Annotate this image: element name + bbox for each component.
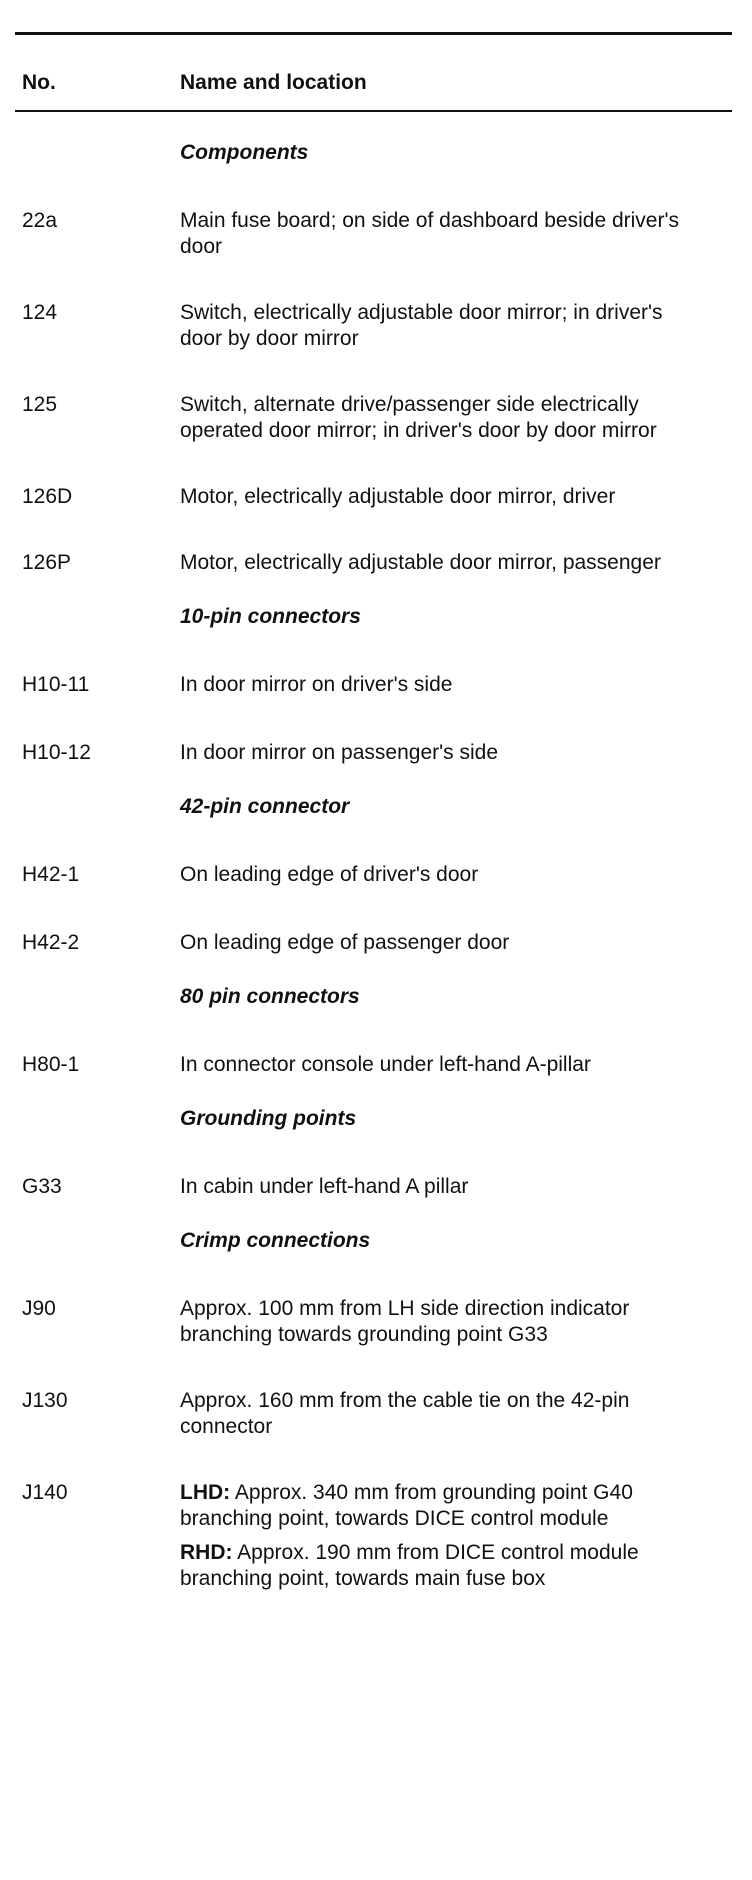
item-number: H42-1 bbox=[22, 863, 80, 886]
section-row bbox=[0, 984, 752, 1010]
item-number: J130 bbox=[22, 1389, 68, 1412]
item-description: In door mirror on passenger's side bbox=[180, 741, 498, 764]
item-description: On leading edge of driver's door bbox=[180, 863, 479, 886]
table-row bbox=[0, 672, 752, 698]
section-row bbox=[0, 794, 752, 820]
rhd-block bbox=[180, 1540, 700, 1592]
item-number: G33 bbox=[22, 1175, 62, 1198]
item-number: J140 bbox=[22, 1481, 68, 1504]
table-row bbox=[0, 740, 752, 766]
item-description: Approx. 100 mm from LH side direction indicator branching towards grounding point G33 bbox=[180, 1297, 630, 1346]
item-number: 124 bbox=[22, 301, 58, 324]
rhd-label: RHD: bbox=[180, 1541, 233, 1564]
table-row bbox=[0, 550, 752, 576]
item-number: J90 bbox=[22, 1297, 56, 1320]
section-row bbox=[0, 1106, 752, 1132]
item-description bbox=[180, 1480, 700, 1592]
item-description: In cabin under left-hand A pillar bbox=[180, 1175, 469, 1198]
table-row bbox=[0, 300, 752, 352]
section-heading: Crimp connections bbox=[180, 1229, 371, 1252]
item-number: H80-1 bbox=[22, 1053, 80, 1076]
section-heading: 80 pin connectors bbox=[180, 985, 360, 1008]
item-description: In door mirror on driver's side bbox=[180, 673, 453, 696]
item-number: H42-2 bbox=[22, 931, 80, 954]
section-heading: 42-pin connector bbox=[180, 795, 350, 818]
item-description: In connector console under left-hand A-pillar bbox=[180, 1053, 591, 1076]
item-description: Switch, alternate drive/passenger side electrically operated door mirror; in driver's door by door mirror bbox=[180, 393, 657, 442]
section-heading: 10-pin connectors bbox=[180, 605, 361, 628]
table-row bbox=[0, 1296, 752, 1348]
table-row bbox=[0, 862, 752, 888]
item-number: 22a bbox=[22, 209, 58, 232]
item-number: H10-12 bbox=[22, 741, 91, 764]
item-number: 125 bbox=[22, 393, 58, 416]
table-row bbox=[0, 1052, 752, 1078]
lhd-block bbox=[180, 1480, 700, 1532]
section-row bbox=[0, 140, 752, 166]
item-number: 126D bbox=[22, 485, 73, 508]
section-heading: Grounding points bbox=[180, 1107, 357, 1130]
section-row bbox=[0, 1228, 752, 1254]
table-row bbox=[0, 1480, 752, 1592]
rhd-text: Approx. 190 mm from DICE control module branching point, towards main fuse box bbox=[180, 1541, 639, 1590]
table-row bbox=[0, 392, 752, 444]
item-description: Motor, electrically adjustable door mirror, passenger bbox=[180, 551, 661, 574]
item-number: 126P bbox=[22, 551, 72, 574]
header-no: No. bbox=[22, 71, 56, 94]
lhd-label: LHD: bbox=[180, 1481, 231, 1504]
section-row bbox=[0, 604, 752, 630]
item-description: Main fuse board; on side of dashboard beside driver's door bbox=[180, 209, 679, 258]
item-number: H10-11 bbox=[22, 673, 90, 696]
top-rule bbox=[15, 32, 732, 35]
table-header bbox=[0, 70, 752, 100]
table-row bbox=[0, 930, 752, 956]
table-body bbox=[0, 112, 752, 1592]
item-description: On leading edge of passenger door bbox=[180, 931, 510, 954]
table-row bbox=[0, 1388, 752, 1440]
section-heading: Components bbox=[180, 141, 309, 164]
item-description: Switch, electrically adjustable door mirror; in driver's door by door mirror bbox=[180, 301, 663, 350]
table-row bbox=[0, 484, 752, 510]
table-row bbox=[0, 1174, 752, 1200]
header-name-location: Name and location bbox=[180, 71, 367, 94]
table-row bbox=[0, 208, 752, 260]
item-description: Motor, electrically adjustable door mirror, driver bbox=[180, 485, 616, 508]
item-description: Approx. 160 mm from the cable tie on the 42-pin connector bbox=[180, 1389, 630, 1438]
lhd-text: Approx. 340 mm from grounding point G40 branching point, towards DICE control module bbox=[180, 1481, 633, 1530]
